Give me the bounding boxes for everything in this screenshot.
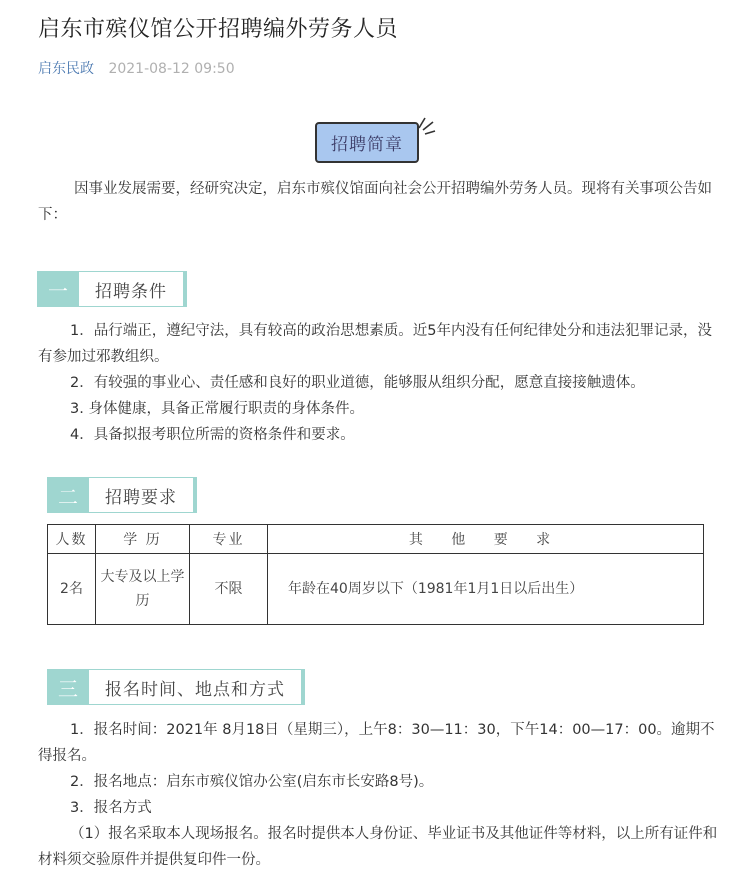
section-header-registration: [47, 669, 305, 705]
article-source[interactable]: 启东民政: [38, 61, 94, 77]
table-header: 人数: [48, 525, 96, 554]
section-title: 招聘条件: [79, 271, 187, 307]
list-item: 1．品行端正，遵纪守法，具有较高的政治思想素质。近5年内没有任何纪律处分和违法犯罪记录，没有参加过邪教组织。: [38, 323, 712, 365]
article-meta: [38, 58, 235, 78]
badge-label: 招聘简章: [315, 122, 419, 163]
list-item: 3．报名方式: [70, 800, 152, 816]
list-item: 1．报名时间：2021年 8月18日（星期三），上午8：30—11：30，下午14：00—17：00。逾期不得报名。: [38, 722, 715, 764]
list-item: （1）报名采取本人现场报名。报名时提供本人身份证、毕业证书及其他证件等材料，以上所有证件和材料须交验原件并提供复印件一份。: [38, 826, 718, 868]
conditions-list: [38, 318, 718, 448]
list-item: 3. 身体健康，具备正常履行职责的身体条件。: [70, 401, 364, 417]
sparkle-icon: [415, 114, 437, 136]
recruitment-badge: [315, 122, 419, 163]
table-header: 其 他 要 求: [268, 525, 704, 554]
registration-list: [38, 717, 718, 873]
article-title: 启东市殡仪馆公开招聘编外劳务人员: [38, 17, 399, 42]
table-cell: 不限: [190, 554, 268, 625]
table-header-row: [48, 525, 704, 554]
section-title: 报名时间、地点和方式: [89, 669, 305, 705]
list-item: 4．具备拟报考职位所需的资格条件和要求。: [70, 427, 355, 443]
table-row: [48, 554, 704, 625]
section-header-requirements: [47, 477, 197, 513]
table-cell: 大专及以上学历: [96, 554, 190, 625]
article-date: 2021-08-12 09:50: [108, 61, 235, 77]
section-number: 一: [37, 271, 79, 307]
list-item: 2．有较强的事业心、责任感和良好的职业道德，能够服从组织分配，愿意直接接触遗体。: [70, 375, 645, 391]
section-number: 三: [47, 669, 89, 705]
table-cell: 2名: [48, 554, 96, 625]
intro-paragraph: 因事业发展需要，经研究决定，启东市殡仪馆面向社会公开招聘编外劳务人员。现将有关事项公告如下：: [38, 181, 712, 223]
table-header: 专业: [190, 525, 268, 554]
list-item: 2．报名地点：启东市殡仪馆办公室(启东市长安路8号)。: [70, 774, 434, 790]
section-title: 招聘要求: [89, 477, 197, 513]
table-header: 学 历: [96, 525, 190, 554]
table-cell: 年龄在40周岁以下（1981年1月1日以后出生）: [268, 554, 704, 625]
section-header-conditions: [37, 271, 187, 307]
section-number: 二: [47, 477, 89, 513]
requirements-table: [47, 524, 704, 625]
